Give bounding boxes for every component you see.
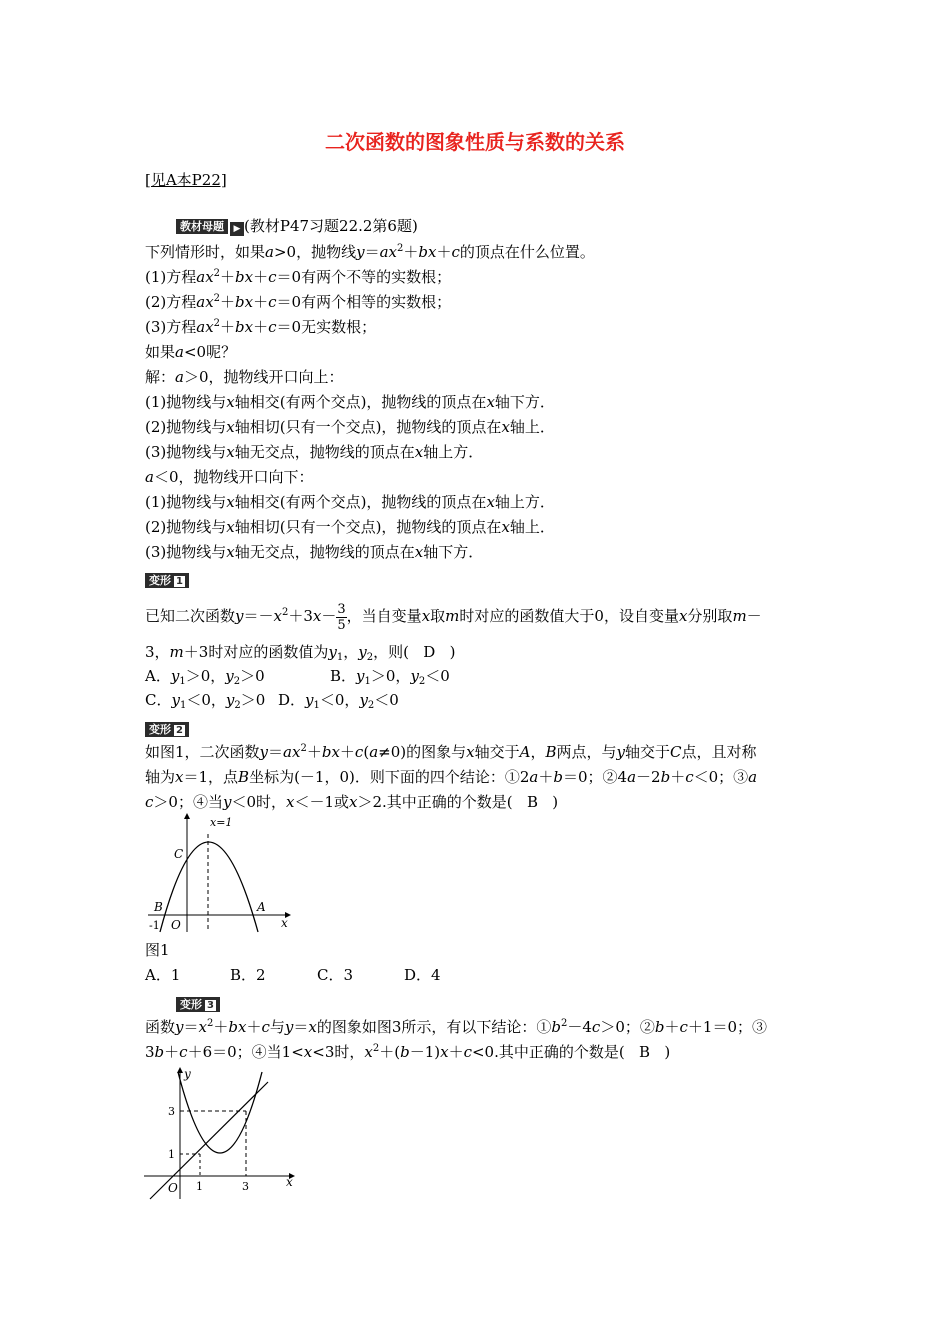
- page-title: 二次函数的图象性质与系数的关系: [325, 130, 625, 154]
- textbook-header: [176, 216, 418, 236]
- solution-pos-1: (1)抛物线与x轴相交(有两个交点)，抛物线的顶点在x轴下方．: [145, 393, 555, 411]
- fig1-label-axis: x=1: [210, 816, 233, 829]
- variant-1-tag: 变形 1: [145, 570, 189, 590]
- play-arrow-icon: ▶: [230, 222, 244, 236]
- variant-2-stem-2: 轴为x＝1，点B坐标为(－1，0)．则下面的四个结论：①2a＋b＝0；②4a－2b＋c＜0；③a: [145, 768, 758, 786]
- fig1-label-o: O: [171, 918, 181, 932]
- textbook-item-1: (1)方程$ax^2+bx+c=0$有两个不等的实数根；: [145, 268, 452, 286]
- variant-2-choice-d: D．4: [404, 966, 441, 984]
- fig3-label-x3: 3: [242, 1180, 249, 1193]
- solution-neg-3: (3)抛物线与x轴无交点，抛物线的顶点在x轴下方．: [145, 543, 484, 561]
- fig1-label-b: B: [154, 900, 163, 914]
- variant-2-stem-3: c＞0；④当y＜0时，x＜－1或x＞2.其中正确的个数是( B ): [145, 793, 559, 811]
- variant-1-stem-2: 3，m＋3时对应的函数值为$y_1$，$y_2$，则( D ): [145, 643, 456, 663]
- textbook-item-3: (3)方程$ax^2+bx+c=0$无实数根；: [145, 318, 377, 336]
- fig1-label-neg1: -1: [149, 919, 160, 932]
- solution-pos-3: (3)抛物线与x轴无交点，抛物线的顶点在x轴上方．: [145, 443, 484, 461]
- solution-neg-1: (1)抛物线与x轴相交(有两个交点)，抛物线的顶点在x轴上方．: [145, 493, 555, 511]
- variant-2-choice-b: B．2: [230, 966, 266, 984]
- textbook-item-2: (2)方程$ax^2+bx+c=0$有两个相等的实数根；: [145, 293, 452, 311]
- fig3-label-x1: 1: [196, 1180, 203, 1193]
- solution-pos-2: (2)抛物线与x轴相切(只有一个交点)，抛物线的顶点在x轴上．: [145, 418, 555, 436]
- variant-1-answer: D: [423, 643, 436, 661]
- variant-2-choice-c: C．3: [317, 966, 354, 984]
- figure-1-graph: [140, 812, 300, 940]
- fig1-label-x: x: [281, 916, 288, 930]
- textbook-if-negative: 如果a<0呢？: [145, 343, 237, 361]
- figure-1-caption: 图1: [145, 941, 170, 959]
- fig3-label-y1: 1: [168, 1148, 175, 1161]
- figure-3-graph: [140, 1064, 310, 1204]
- fig3-label-y: y: [184, 1067, 191, 1081]
- variant-1-choice-c: C．$y_1<0$，$y_2>0$: [145, 691, 266, 711]
- variant-1-stem: 已知二次函数$y=-x^2+3x-$ $\frac{3}{5}$ ，当自变量x取m时对应的函数值大于0，设自变量x分别取m－: [145, 601, 762, 633]
- variant-1-choice-a: A．$y_1>0$，$y_2>0$: [145, 667, 265, 687]
- page-reference-link[interactable]: [见A本P22]: [145, 171, 227, 189]
- variant-3-answer: B: [639, 1043, 651, 1061]
- fig3-label-o: O: [168, 1181, 178, 1195]
- solution-negative-head: a＜0，抛物线开口向下：: [145, 468, 314, 486]
- fig3-parabola: [178, 1072, 262, 1153]
- fig3-label-y3: 3: [168, 1105, 175, 1118]
- fraction-3-5: $\frac{3}{5}$: [337, 601, 346, 633]
- variant-2-tag: 变形 2: [145, 719, 189, 739]
- fig1-label-a: A: [257, 900, 266, 914]
- variant-3-stem-1: 函数$y=x^2+bx+c$与y＝x的图象如图3所示，有以下结论：$①b^2-4c>0$；②b＋c＋1＝0；③: [145, 1018, 767, 1036]
- textbook-question: 下列情形时，如果a>0，抛物线$y=ax^2+bx+c$的顶点在什么位置。: [145, 243, 595, 261]
- variant-1-choice-d: D．$y_1<0$，$y_2<0$: [278, 691, 399, 711]
- fig3-label-x: x: [286, 1175, 293, 1189]
- variant-1-choice-b: B．$y_1>0$，$y_2<0$: [330, 667, 450, 687]
- solution-neg-2: (2)抛物线与x轴相切(只有一个交点)，抛物线的顶点在x轴上．: [145, 518, 555, 536]
- variant-2-choice-a: A．1: [145, 966, 181, 984]
- fig1-label-c: C: [174, 847, 184, 861]
- textbook-tag: 教材母题: [176, 219, 228, 234]
- textbook-source: (教材P47习题22.2第6题): [244, 217, 418, 235]
- variant-3-tag: 变形 3: [176, 994, 220, 1014]
- variant-2-stem-1: 如图1，二次函数$y=ax^2+bx+c(a\ne 0)$的图象与x轴交于A，B两点，与y轴交于C点，且对称: [145, 743, 757, 761]
- variant-3-stem-2: 3b＋c＋6＝0；④当1<x<3时，$x^2+(b-1)x+c<0$.其中正确的个数是( B ): [145, 1043, 671, 1061]
- variant-2-answer: B: [526, 793, 538, 811]
- solution-positive-head: 解：a＞0，抛物线开口向上：: [145, 368, 344, 386]
